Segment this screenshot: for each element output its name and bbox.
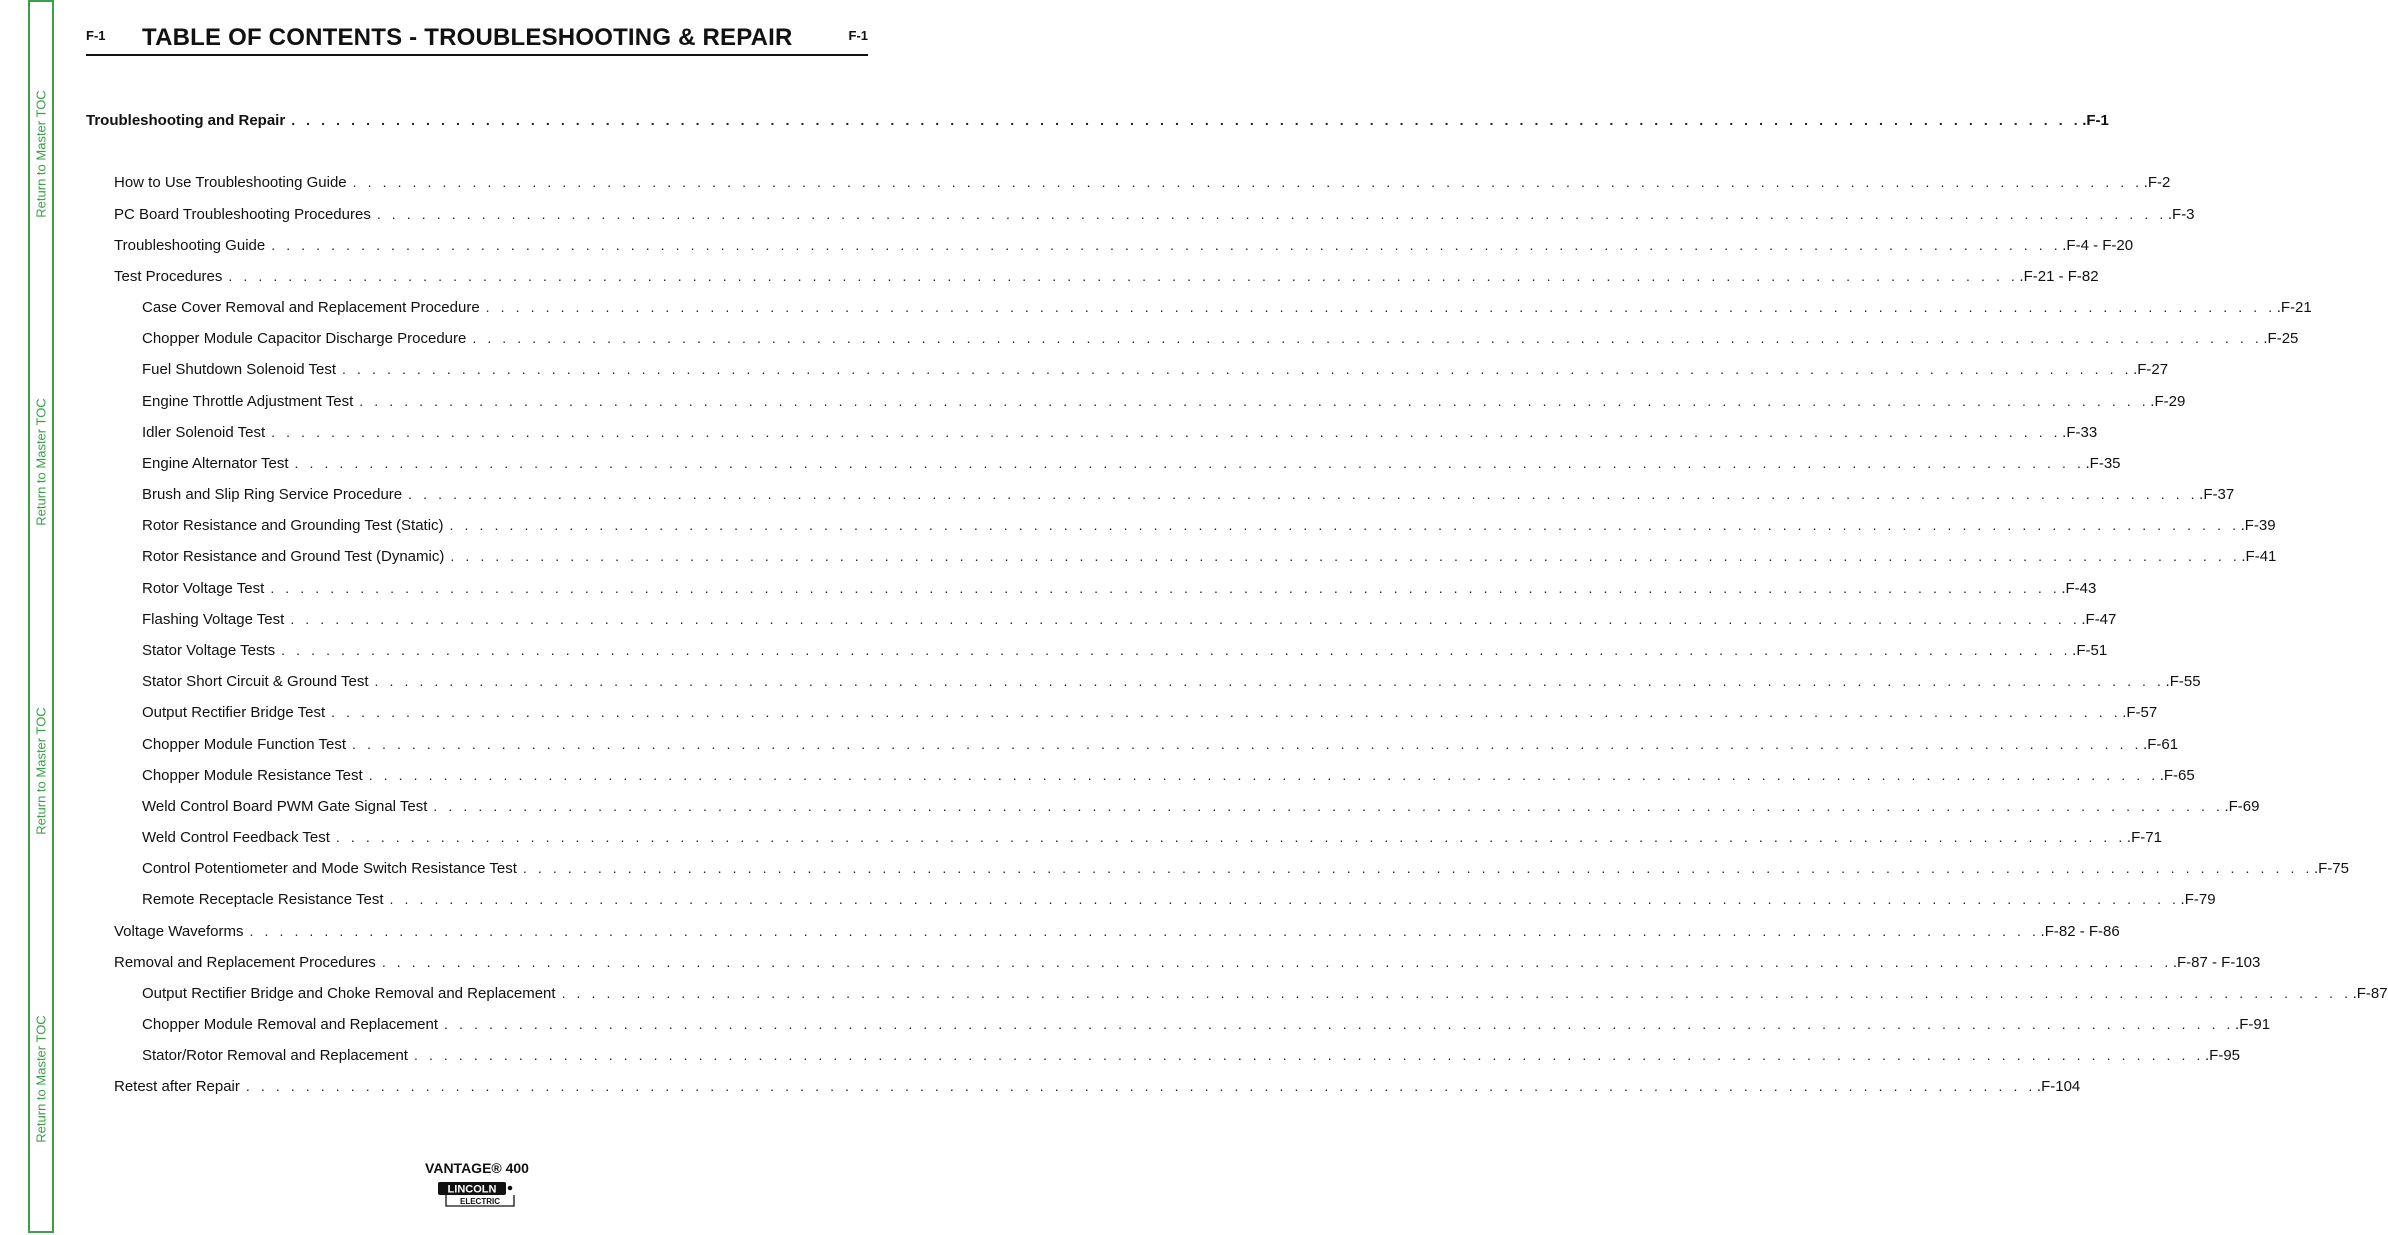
toc-entry[interactable]: [142, 641, 2108, 660]
toc-entry[interactable]: [142, 485, 2235, 504]
toc-entry-label: Stator/Rotor Removal and Replacement: [142, 1047, 408, 1064]
toc-entry-page: .F-47: [2081, 611, 2117, 628]
toc-entry-page: .F-39: [2240, 517, 2276, 534]
toc-entry[interactable]: [142, 516, 2276, 535]
toc-entry-label: Weld Control Board PWM Gate Signal Test: [142, 798, 428, 815]
toc-entry-label: Stator Short Circuit & Ground Test: [142, 673, 369, 690]
toc-dot-leader: . . . . . . . . . . . . . . . . . . . . . . . . . . . . . . . . . . . . . . . . . . . . . . . . . . . . . . . . . . . . . . . . . . . . . . . . . . . . . . . . . . . . . . . . . . . . . . . . . . . . . . . . . . . . . . . . . . . . . . . .: [352, 736, 2143, 752]
toc-dot-leader: . . . . . . . . . . . . . . . . . . . . . . . . . . . . . . . . . . . . . . . . . . . . . . . . . . . . . . . . . . . . . . . . . . . . . . . . . . . . . . . . . . . . . . . . . . . . . . . . . . . . . . . . . . . . . . . . . . . . . . . .: [368, 767, 2159, 783]
toc-dot-leader: . . . . . . . . . . . . . . . . . . . . . . . . . . . . . . . . . . . . . . . . . . . . . . . . . . . . . . . . . . . . . . . . . . . . . . . . . . . . . . . . . . . . . . . . . . . . . . . . . . . . . . . . . . . . . . . . . . . . . . . .: [294, 455, 2085, 471]
toc-entry[interactable]: [142, 672, 2201, 691]
toc-entry-page: .F-4 - F-20: [2062, 237, 2134, 254]
toc-entry-label: Output Rectifier Bridge and Choke Removal and Replacement: [142, 985, 556, 1002]
toc-entry-page: .F-35: [2085, 455, 2121, 472]
toc-entry-label: How to Use Troubleshooting Guide: [114, 174, 347, 191]
toc-entry[interactable]: [142, 1046, 2241, 1065]
toc-entry-label: Chopper Module Capacitor Discharge Procedure: [142, 330, 467, 347]
toc-dot-leader: . . . . . . . . . . . . . . . . . . . . . . . . . . . . . . . . . . . . . . . . . . . . . . . . . . . . . . . . . . . . . . . . . . . . . . . . . . . . . . . . . . . . . . . . . . . . . . . . . . . . . . . . . . . . . . . . . . . . . . . .: [281, 642, 2072, 658]
toc-entry-page: .F-21: [2276, 299, 2312, 316]
toc-dot-leader: . . . . . . . . . . . . . . . . . . . . . . . . . . . . . . . . . . . . . . . . . . . . . . . . . . . . . . . . . . . . . . . . . . . . . . . . . . . . . . . . . . . . . . . . . . . . . . . . . . . . . . . . . . . . . . . . . . . . . . . .: [449, 517, 2240, 533]
toc-entry-label: Removal and Replacement Procedures: [114, 954, 376, 971]
toc-dot-leader: . . . . . . . . . . . . . . . . . . . . . . . . . . . . . . . . . . . . . . . . . . . . . . . . . . . . . . . . . . . . . . . . . . . . . . . . . . . . . . . . . . . . . . . . . . . . . . . . . . . . . . . . . . . . . . . . . . . . . . . .: [290, 611, 2081, 627]
toc-entry-label: Engine Alternator Test: [142, 455, 289, 472]
toc-dot-leader: . . . . . . . . . . . . . . . . . . . . . . . . . . . . . . . . . . . . . . . . . . . . . . . . . . . . . . . . . . . . . . . . . . . . . . . . . . . . . . . . . . . . . . . . . . . . . . . . . . . . . . . . . . . . . . . . . . . . . . . .: [270, 580, 2061, 596]
toc-entry[interactable]: [142, 329, 2299, 348]
toc-entry-page: .F-37: [2199, 486, 2235, 503]
toc-entry[interactable]: [114, 267, 2099, 286]
toc-entry-label: Control Potentiometer and Mode Switch Resistance Test: [142, 860, 517, 877]
toc-dot-leader: . . . . . . . . . . . . . . . . . . . . . . . . . . . . . . . . . . . . . . . . . . . . . . . . . . . . . . . . . . . . . . . . . . . . . . . . . . . . . . . . . . . . . . . . . . . . . . . . . . . . . . . . . . . . . . . . . . . . . . . .: [352, 174, 2143, 190]
toc-entry[interactable]: [142, 298, 2312, 317]
toc-dot-leader: . . . . . . . . . . . . . . . . . . . . . . . . . . . . . . . . . . . . . . . . . . . . . . . . . . . . . . . . . . . . . . . . . . . . . . . . . . . . . . . . . . . . . . . . . . . . . . . . . . . . . . . . . . . . . . . . . . . . . . . .: [374, 673, 2165, 689]
toc-entry-page: .F-1: [2082, 112, 2109, 129]
toc-entry-page: .F-41: [2241, 548, 2277, 565]
product-model: VANTAGE® 400: [425, 1160, 529, 1176]
toc-dot-leader: . . . . . . . . . . . . . . . . . . . . . . . . . . . . . . . . . . . . . . . . . . . . . . . . . . . . . . . . . . . . . . . . . . . . . . . . . . . . . . . . . . . . . . . . . . . . . . . . . . . . . . . . . . . . . . . . . . . . . . . .: [359, 393, 2150, 409]
toc-entry-label: Chopper Module Removal and Replacement: [142, 1016, 439, 1033]
toc-entry-page: .F-27: [2133, 361, 2169, 378]
toc-entry[interactable]: [142, 1015, 2271, 1034]
toc-dot-leader: . . . . . . . . . . . . . . . . . . . . . . . . . . . . . . . . . . . . . . . . . . . . . . . . . . . . . . . . . . . . . . . . . . . . . . . . . . . . . . . . . . . . . . . . . . . . . . . . . . . . . . . . . . . . . . . . . . . . . . . .: [522, 860, 2313, 876]
toc-dot-leader: . . . . . . . . . . . . . . . . . . . . . . . . . . . . . . . . . . . . . . . . . . . . . . . . . . . . . . . . . . . . . . . . . . . . . . . . . . . . . . . . . . . . . . . . . . . . . . . . . . . . . . . . . . . . . . . . . . . . . . . .: [381, 954, 2172, 970]
toc-entry-label: Troubleshooting Guide: [114, 237, 266, 254]
page-title: TABLE OF CONTENTS - TROUBLESHOOTING & REPAIR: [142, 24, 793, 51]
toc-entry[interactable]: [142, 766, 2195, 785]
toc-entry[interactable]: [142, 859, 2349, 878]
toc-dot-leader: . . . . . . . . . . . . . . . . . . . . . . . . . . . . . . . . . . . . . . . . . . . . . . . . . . . . . . . . . . . . . . . . . . . . . . . . . . . . . . . . . . . . . . . . . . . . . . . . . . . . . . . . . . . . . . . . . . . . . . . .: [245, 1078, 2036, 1094]
toc-entry-page: .F-57: [2122, 704, 2158, 721]
toc-dot-leader: . . . . . . . . . . . . . . . . . . . . . . . . . . . . . . . . . . . . . . . . . . . . . . . . . . . . . . . . . . . . . . . . . . . . . . . . . . . . . . . . . . . . . . . . . . . . . . . . . . . . . . . . . . . . . . . . . . . . . . . .: [342, 361, 2133, 377]
toc-dot-leader: . . . . . . . . . . . . . . . . . . . . . . . . . . . . . . . . . . . . . . . . . . . . . . . . . . . . . . . . . . . . . . . . . . . . . . . . . . . . . . . . . . . . . . . . . . . . . . . . . . . . . . . . . . . . . . . . . . . . . . . .: [228, 268, 2019, 284]
toc-entry-label: Output Rectifier Bridge Test: [142, 704, 326, 721]
page-header: [86, 22, 868, 56]
toc-entry[interactable]: [114, 1077, 2081, 1096]
toc-entry[interactable]: [114, 173, 2171, 192]
toc-entry-page: .F-55: [2165, 673, 2201, 690]
toc-entry-page: .F-21 - F-82: [2019, 268, 2099, 285]
toc-dot-leader: . . . . . . . . . . . . . . . . . . . . . . . . . . . . . . . . . . . . . . . . . . . . . . . . . . . . . . . . . . . . . . . . . . . . . . . . . . . . . . . . . . . . . . . . . . . . . . . . . . . . . . . . . . . . . . . . . . . . . . . .: [444, 1016, 2235, 1032]
toc-dot-leader: . . . . . . . . . . . . . . . . . . . . . . . . . . . . . . . . . . . . . . . . . . . . . . . . . . . . . . . . . . . . . . . . . . . . . . . . . . . . . . . . . . . . . . . . . . . . . . . . . . . . . . . . . . . . . . . . . . . . . . . .: [472, 330, 2263, 346]
toc-entry[interactable]: [142, 423, 2098, 442]
toc-entry-page: .F-29: [2150, 393, 2186, 410]
toc-dot-leader: . . . . . . . . . . . . . . . . . . . . . . . . . . . . . . . . . . . . . . . . . . . . . . . . . . . . . . . . . . . . . . . . . . . . . . . . . . . . . . . . . . . . . . . . . . . . . . . . . . . . . . . . . . . . . . . . . . . . . . . .: [271, 237, 2062, 253]
toc-entry-page: .F-51: [2072, 642, 2108, 659]
toc-entry-label: Remote Receptacle Resistance Test: [142, 891, 384, 908]
toc-entry-page: .F-82 - F-86: [2040, 923, 2120, 940]
toc-entry-page: .F-25: [2263, 330, 2299, 347]
toc-dot-leader: . . . . . . . . . . . . . . . . . . . . . . . . . . . . . . . . . . . . . . . . . . . . . . . . . . . . . . . . . . . . . . . . . . . . . . . . . . . . . . . . . . . . . . . . . . . . . . . . . . . . . . . . . . . . . . . . . . . . . . . .: [433, 798, 2224, 814]
toc-entry-label: Rotor Voltage Test: [142, 580, 265, 597]
toc-dot-leader: . . . . . . . . . . . . . . . . . . . . . . . . . . . . . . . . . . . . . . . . . . . . . . . . . . . . . . . . . . . . . . . . . . . . . . . . . . . . . . . . . . . . . . . . . . . . . . . . . . . . . . . . . . . . . . . . . . . . . . . .: [331, 704, 2122, 720]
toc-dot-leader: . . . . . . . . . . . . . . . . . . . . . . . . . . . . . . . . . . . . . . . . . . . . . . . . . . . . . . . . . . . . . . . . . . . . . . . . . . . . . . . . . . . . . . . . . . . . . . . . . . . . . . . . . . . . . . . . . . . . . . . .: [413, 1047, 2204, 1063]
toc-entry-label: Fuel Shutdown Solenoid Test: [142, 361, 337, 378]
toc-entry-page: .F-91: [2235, 1016, 2271, 1033]
toc-entry-label: Voltage Waveforms: [114, 923, 244, 940]
side-link-label[interactable]: Return to Master TOC: [33, 1015, 49, 1143]
logo-bottom-text: ELECTRIC: [460, 1197, 500, 1206]
toc-entry[interactable]: [114, 922, 2120, 941]
toc-entry-label: Chopper Module Resistance Test: [142, 767, 363, 784]
toc-entry-page: .F-69: [2224, 798, 2260, 815]
toc-entry-label: Weld Control Feedback Test: [142, 829, 330, 846]
toc-entry-label: Test Procedures: [114, 268, 223, 285]
toc-entry-page: .F-2: [2143, 174, 2171, 191]
toc-entry-label: Flashing Voltage Test: [142, 611, 285, 628]
toc-entry[interactable]: [142, 797, 2260, 816]
toc-dot-leader: . . . . . . . . . . . . . . . . . . . . . . . . . . . . . . . . . . . . . . . . . . . . . . . . . . . . . . . . . . . . . . . . . . . . . . . . . . . . . . . . . . . . . . . . . . . . . . . . . . . . . . . . . . . . . . . . . . . . . . . .: [485, 299, 2276, 315]
page-number-right: F-1: [848, 28, 868, 43]
toc-entry[interactable]: [142, 610, 2117, 629]
page-number-left: F-1: [86, 28, 106, 43]
toc-entry-label: Case Cover Removal and Replacement Procedure: [142, 299, 480, 316]
toc-dot-leader: . . . . . . . . . . . . . . . . . . . . . . . . . . . . . . . . . . . . . . . . . . . . . . . . . . . . . . . . . . . . . . . . . . . . . . . . . . . . . . . . . . . . . . . . . . . . . . . . . . . . . . . . . . . . . . . . . . . . . . . .: [271, 424, 2062, 440]
toc-entry[interactable]: [114, 205, 2195, 224]
toc-entry-page: .F-65: [2159, 767, 2195, 784]
toc-entry[interactable]: [114, 953, 2261, 972]
toc-entry-label: Troubleshooting and Repair: [86, 112, 286, 129]
toc-entry-page: .F-43: [2061, 580, 2097, 597]
toc-entry[interactable]: [114, 236, 2134, 255]
toc-entry-page: .F-87 - F-103: [2172, 954, 2261, 971]
toc-entry-label: Idler Solenoid Test: [142, 424, 266, 441]
toc-entry-label: Stator Voltage Tests: [142, 642, 276, 659]
toc-entry-label: Retest after Repair: [114, 1078, 240, 1095]
toc-entry-label: PC Board Troubleshooting Procedures: [114, 206, 371, 223]
side-link-label[interactable]: Return to Master TOC: [33, 398, 49, 526]
toc-entry[interactable]: [142, 735, 2179, 754]
toc-entry-page: .F-61: [2143, 736, 2179, 753]
toc-dot-leader: . . . . . . . . . . . . . . . . . . . . . . . . . . . . . . . . . . . . . . . . . . . . . . . . . . . . . . . . . . . . . . . . . . . . . . . . . . . . . . . . . . . . . . . . . . . . . . . . . . . . . . . . . . . . . . . . . . . . . . . .: [291, 112, 2082, 128]
toc-entry-label: Chopper Module Function Test: [142, 736, 347, 753]
toc-entry[interactable]: [142, 828, 2162, 847]
side-link-label[interactable]: Return to Master TOC: [33, 707, 49, 835]
toc-entry-page: .F-75: [2313, 860, 2349, 877]
toc-entry-page: .F-104: [2036, 1078, 2081, 1095]
toc-entry-page: .F-95: [2205, 1047, 2241, 1064]
toc-entry-page: .F-71: [2126, 829, 2162, 846]
toc-dot-leader: . . . . . . . . . . . . . . . . . . . . . . . . . . . . . . . . . . . . . . . . . . . . . . . . . . . . . . . . . . . . . . . . . . . . . . . . . . . . . . . . . . . . . . . . . . . . . . . . . . . . . . . . . . . . . . . . . . . . . . . .: [389, 891, 2180, 907]
toc-entry[interactable]: [142, 984, 2388, 1003]
toc-entry[interactable]: [142, 703, 2158, 722]
toc-entry-label: Rotor Resistance and Ground Test (Dynamic): [142, 548, 445, 565]
lincoln-electric-logo: [437, 1181, 517, 1209]
toc-entry-label: Brush and Slip Ring Service Procedure: [142, 486, 403, 503]
toc-dot-leader: . . . . . . . . . . . . . . . . . . . . . . . . . . . . . . . . . . . . . . . . . . . . . . . . . . . . . . . . . . . . . . . . . . . . . . . . . . . . . . . . . . . . . . . . . . . . . . . . . . . . . . . . . . . . . . . . . . . . . . . .: [561, 985, 2352, 1001]
toc-entry[interactable]: [142, 579, 2097, 598]
toc-entry-label: Rotor Resistance and Grounding Test (Static): [142, 517, 444, 534]
logo-top-text: LINCOLN: [447, 1183, 497, 1196]
toc-entry-page: .F-87: [2352, 985, 2388, 1002]
toc-dot-leader: . . . . . . . . . . . . . . . . . . . . . . . . . . . . . . . . . . . . . . . . . . . . . . . . . . . . . . . . . . . . . . . . . . . . . . . . . . . . . . . . . . . . . . . . . . . . . . . . . . . . . . . . . . . . . . . . . . . . . . . .: [450, 548, 2241, 564]
toc-entry-page: .F-3: [2167, 206, 2195, 223]
toc-dot-leader: . . . . . . . . . . . . . . . . . . . . . . . . . . . . . . . . . . . . . . . . . . . . . . . . . . . . . . . . . . . . . . . . . . . . . . . . . . . . . . . . . . . . . . . . . . . . . . . . . . . . . . . . . . . . . . . . . . . . . . . .: [335, 829, 2126, 845]
toc-entry-label: Engine Throttle Adjustment Test: [142, 393, 354, 410]
toc-entry[interactable]: [142, 890, 2216, 909]
toc-dot-leader: . . . . . . . . . . . . . . . . . . . . . . . . . . . . . . . . . . . . . . . . . . . . . . . . . . . . . . . . . . . . . . . . . . . . . . . . . . . . . . . . . . . . . . . . . . . . . . . . . . . . . . . . . . . . . . . . . . . . . . . .: [249, 923, 2040, 939]
toc-entry[interactable]: [142, 392, 2186, 411]
toc-entry[interactable]: [86, 111, 2109, 130]
toc-dot-leader: . . . . . . . . . . . . . . . . . . . . . . . . . . . . . . . . . . . . . . . . . . . . . . . . . . . . . . . . . . . . . . . . . . . . . . . . . . . . . . . . . . . . . . . . . . . . . . . . . . . . . . . . . . . . . . . . . . . . . . . .: [376, 206, 2167, 222]
toc-entry-page: .F-79: [2180, 891, 2216, 908]
side-link-label[interactable]: Return to Master TOC: [33, 90, 49, 218]
toc-entry[interactable]: [142, 547, 2277, 566]
toc-dot-leader: . . . . . . . . . . . . . . . . . . . . . . . . . . . . . . . . . . . . . . . . . . . . . . . . . . . . . . . . . . . . . . . . . . . . . . . . . . . . . . . . . . . . . . . . . . . . . . . . . . . . . . . . . . . . . . . . . . . . . . . .: [408, 486, 2199, 502]
toc-entry[interactable]: [142, 360, 2169, 379]
toc-entry[interactable]: [142, 454, 2121, 473]
toc-entry-page: .F-33: [2062, 424, 2098, 441]
